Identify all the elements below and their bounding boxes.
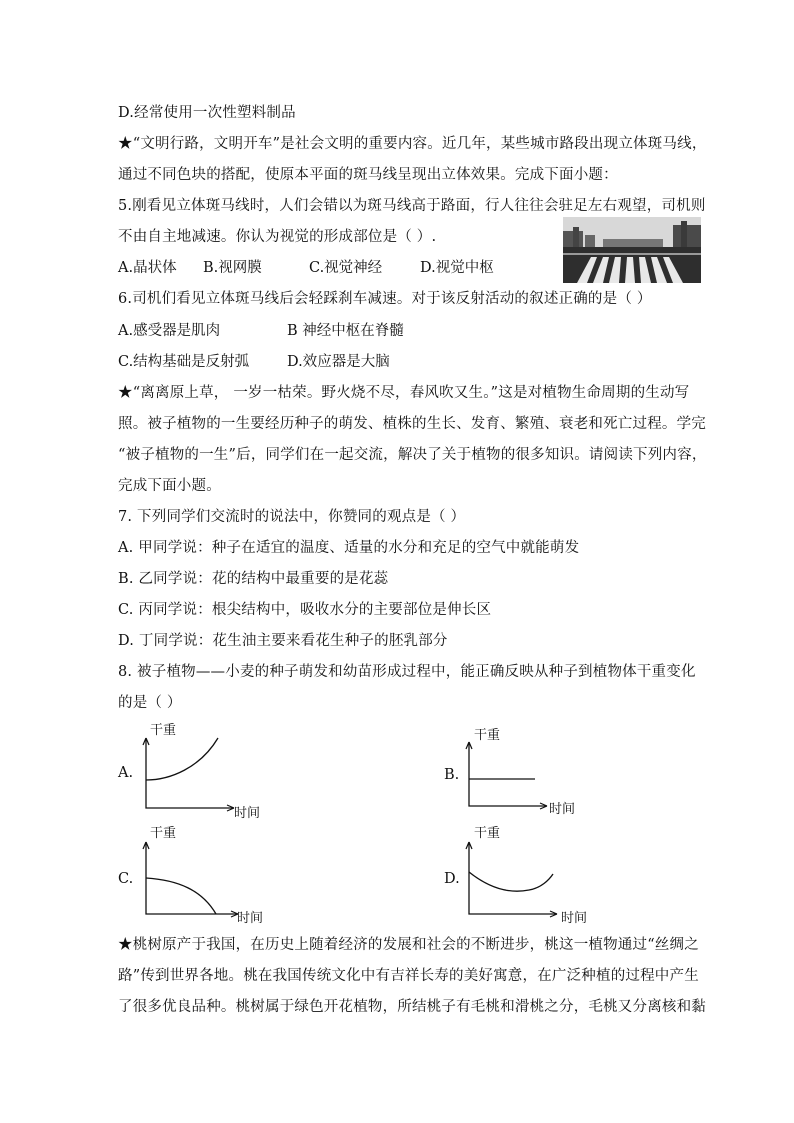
q7-stem: 7. 下列同学们交流时的说法中，你赞同的观点是（ ）	[118, 509, 466, 525]
q6-option-c: C.结构基础是反射弧	[118, 354, 250, 370]
text-line: “被子植物的一生”后，同学们在一起交流，解决了关于植物的很多知识。请阅读下列内容，	[118, 447, 707, 463]
graph-b-xlabel: 时间	[549, 802, 576, 817]
q6-option-b: B 神经中枢在脊髓	[287, 323, 404, 339]
text-line: D.经常使用一次性塑料制品	[118, 105, 296, 121]
text-line: 5.刚看见立体斑马线时，人们会错以为斑马线高于路面，行人往往会驻足左右观望，司机则	[118, 198, 706, 214]
graph-b	[463, 742, 553, 812]
graph-c-letter: C.	[118, 871, 134, 887]
text-line: 了很多优良品种。桃树属于绿色开花植物，所结桃子有毛桃和滑桃之分，毛桃又分离核和黏	[118, 999, 706, 1015]
graph-d-ylabel: 干重	[474, 826, 501, 841]
q7-option-b: B. 乙同学说：花的结构中最重要的是花蕊	[118, 571, 389, 587]
q6-stem: 6.司机们看见立体斑马线后会轻踩刹车减速。对于该反射活动的叙述正确的是（ ）	[118, 291, 652, 307]
q5-option-b: B.视网膜	[203, 260, 262, 276]
graph-d-xlabel: 时间	[561, 911, 588, 926]
graph-c	[140, 842, 244, 918]
graph-b-letter: B.	[444, 767, 460, 783]
q8-stem: 8. 被子植物——小麦的种子萌发和幼苗形成过程中，能正确反映从种子到植物体干重变化	[118, 664, 696, 680]
graph-a-xlabel: 时间	[234, 806, 261, 821]
graph-a-ylabel: 干重	[150, 723, 177, 738]
text-line: 路”传到世界各地。桃在我国传统文化中有吉祥长寿的美好寓意，在广泛种植的过程中产生	[118, 968, 699, 984]
q6-option-d: D.效应器是大脑	[287, 354, 390, 370]
graph-d	[463, 842, 563, 918]
q7-option-a: A. 甲同学说：种子在适宜的温度、适量的水分和充足的空气中就能萌发	[118, 540, 580, 556]
q5-option-a: A.晶状体	[118, 260, 177, 276]
text-line: 通过不同色块的搭配，使原本平面的斑马线呈现出立体效果。完成下面小题：	[118, 167, 618, 183]
graph-c-xlabel: 时间	[237, 911, 264, 926]
text-line: 完成下面小题。	[118, 478, 221, 494]
q5-option-d: D.视觉中枢	[420, 260, 494, 276]
graph-c-ylabel: 干重	[150, 826, 177, 841]
text-line: 不由自主地减速。你认为视觉的形成部位是（ ）.	[118, 229, 437, 245]
text-line: ★桃树原产于我国，在历史上随着经济的发展和社会的不断进步，桃这一植物通过“丝绸之	[118, 937, 699, 953]
q5-option-c: C.视觉神经	[309, 260, 383, 276]
q6-option-a: A.感受器是肌肉	[118, 323, 221, 339]
text-line: ★“文明行路，文明开车”是社会文明的重要内容。近几年，某些城市路段出现立体斑马线，	[118, 136, 707, 152]
q7-option-c: C. 丙同学说：根尖结构中，吸收水分的主要部位是伸长区	[118, 602, 492, 618]
text-line: 照。被子植物的一生要经历种子的萌发、植株的生长、发育、繁殖、衰老和死亡过程。学完	[118, 416, 706, 432]
graph-d-letter: D.	[444, 871, 460, 887]
q8-stem-cont: 的是（ ）	[118, 695, 182, 711]
text-line: ★“离离原上草， 一岁一枯荣。野火烧不尽，春风吹又生。”这是对植物生命周期的生动写	[118, 385, 690, 401]
graph-b-ylabel: 干重	[474, 728, 501, 743]
graph-a	[140, 738, 240, 814]
q7-option-d: D. 丁同学说：花生油主要来看花生种子的胚乳部分	[118, 633, 448, 649]
zebra-crossing-photo	[563, 217, 701, 283]
graph-a-letter: A.	[118, 765, 134, 781]
